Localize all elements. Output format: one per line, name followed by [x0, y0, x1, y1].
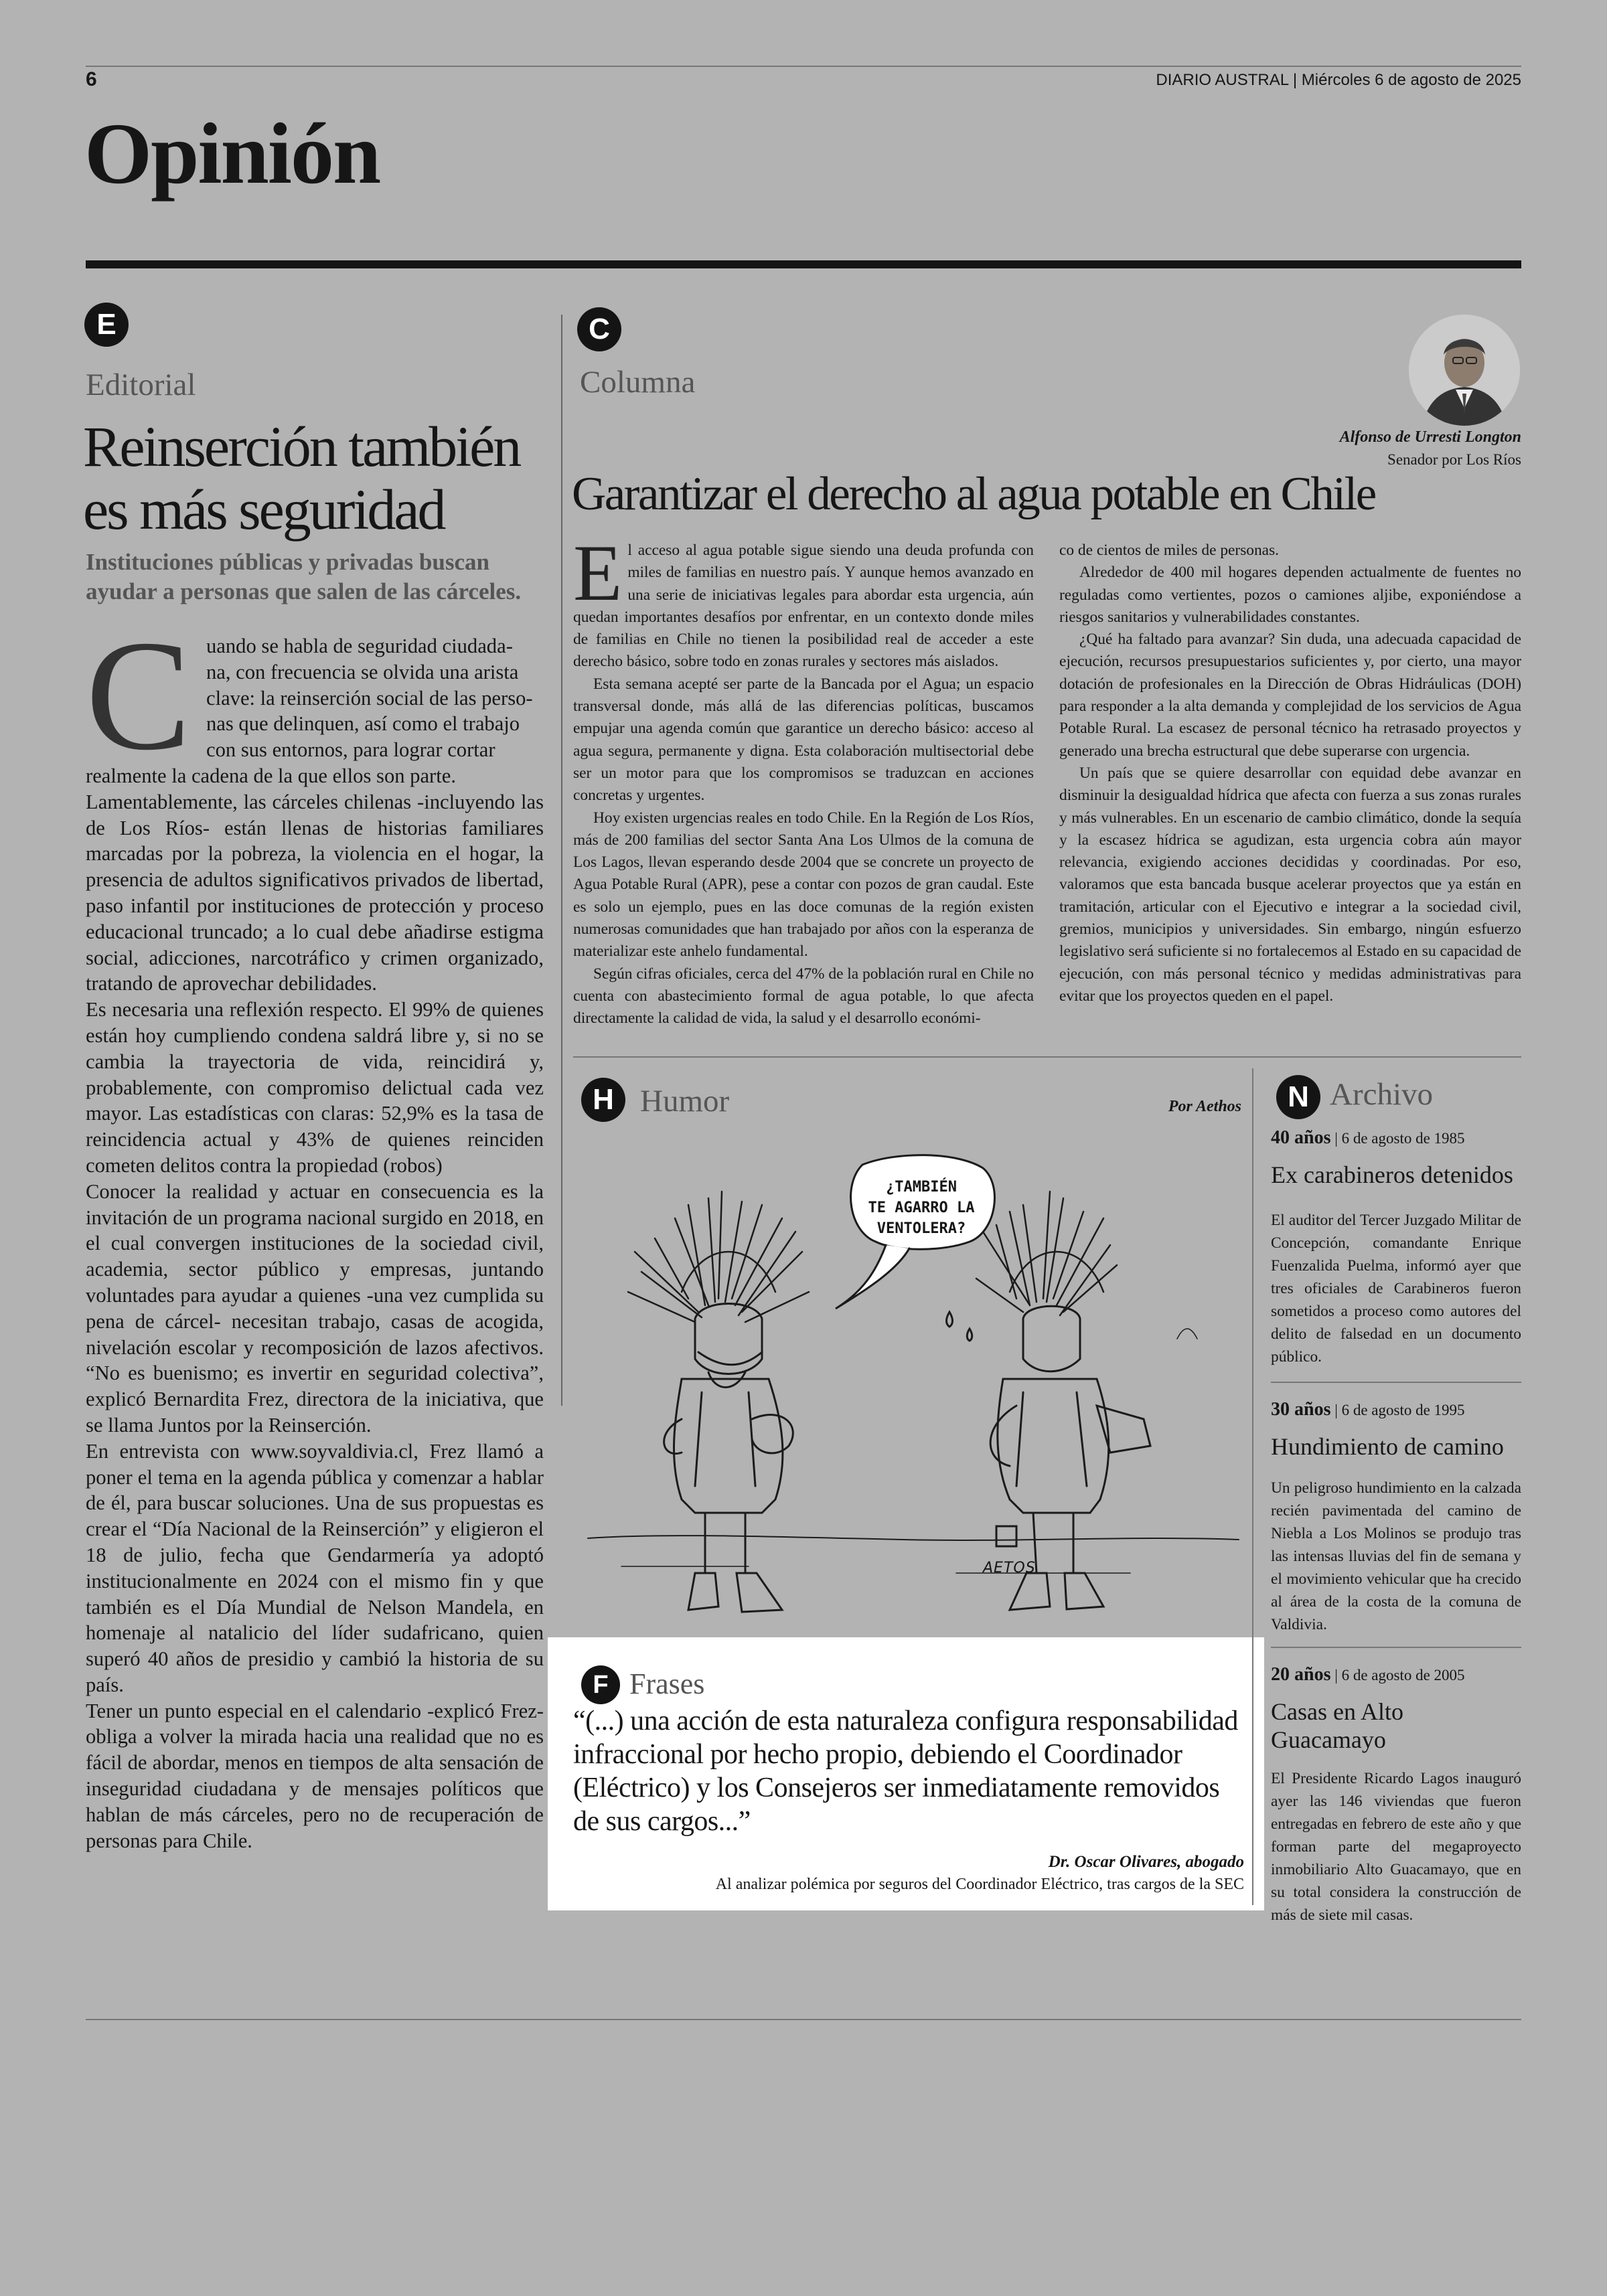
archivo-divider [1252, 1068, 1253, 1905]
frases-quote: “(...) una acción de esta naturaleza configura responsabilidad infraccional por hecho propio, debiendo el Coordinador (Eléctrico) y los Consejeros ser inmediatamente removidos de sus cargos...” [573, 1706, 1238, 1837]
section-title: Opinión [84, 106, 380, 202]
editorial-dropcap: C [86, 608, 192, 783]
editorial-paragraph: Lamentablemente, las cárceles chilenas -incluyendo las de Los Ríos- están llenas de historias familiares marcadas por la pobreza, la violencia en el hogar, la presencia de adultos significativos privados de libertad, paso infantil por instituciones de protección y proceso educacional truncado; a lo cual debe añadirse estigma social, adicciones, narcotráfico y crimen organizado, tratando de aprovechar debilidades. [86, 790, 544, 995]
editorial-paragraph: En entrevista con www.soyvaldivia.cl, Frez llamó a poner el tema en la agenda pública y comenzar a hablar de él, para buscar soluciones. Una de sus propuestas es crear el “Día Nacional de la Reinserción” y eligieron el 18 de julio, fecha que Gendarmería ya adoptó institucionalmente en 2024 con el mismo fin y que también es el Día Mundial de Nelson Mandela, en homenaje al natalicio del líder sudafricano, quien superó 40 años de presidio y cambió la historia de su país. [86, 1439, 544, 1696]
editorial-lead-line: nas que delinquen, así como el trabajo [206, 712, 520, 736]
page-number: 6 [86, 68, 97, 90]
editorial-badge: E [84, 303, 129, 347]
column-label: Columna [580, 365, 696, 400]
archivo-separator: | [1330, 1402, 1342, 1418]
frases-context: Al analizar polémica por seguros del Coordinador Eléctrico, tras cargos de la SEC [715, 1876, 1244, 1893]
archivo-date: 6 de agosto de 1995 [1341, 1402, 1465, 1418]
column-lead [573, 528, 1034, 673]
cartoon-illustration [581, 1138, 1241, 1637]
archivo-separator: | [1330, 1667, 1342, 1684]
archivo-title: Ex carabineros detenidos [1271, 1161, 1513, 1188]
column-paragraph: Un país que se quiere desarrollar con equidad debe avanzar en disminuir la desigualdad hídrica que afecta con fuerza a sus zonas rurales y más vulnerables. En un escenario de cambio climático, donde la sequía y la escasez hídrica se agudizan, esta urgencia cobra aún mayor relevancia, exigiendo acciones decididas y coordinadas. Por eso, valoramos que esta bancada busque acelerar proyectos que ya están en tramitación, articular con el Ejecutivo e integrar a la sociedad civil, gremios, municipios y universidades. Sin embargo, ningún esfuerzo legislativo será suficiente si no fortalecemos al Estado en su capacidad de ejecución, con más personal técnico y medidas administrativas para evitar que los proyectos queden en el papel. [1059, 764, 1521, 1005]
archivo-item-date-line [1271, 1399, 1521, 1420]
column-divider [561, 315, 562, 1406]
author-portrait-icon [1409, 315, 1520, 426]
masthead-separator: | [1292, 71, 1302, 89]
cartoonist-signature: AETOS [983, 1560, 1036, 1576]
column-bottom-rule [573, 1056, 1521, 1058]
column-author: Alfonso de Urresti Longton [1339, 428, 1521, 446]
frases-box [548, 1637, 1264, 1910]
column-paragraph: l acceso al agua potable sigue siendo una deuda profunda con miles de familias en nuestro país. Y aunque hemos avanzado en una serie de iniciativas legales para abordar esta urgencia, aún quedan importantes desafíos por enfrentar, en un contexto donde miles de familias en Chile no tienen la posibilidad real de acceder a este derecho básico, sobre todo en zonas rurales y sectores más aislados. [573, 542, 1034, 671]
archivo-text: Un peligroso hundimiento en la calzada recién pavimentada del camino de Niebla a Los Molinos se produjo tras las intensas lluvias del fin de semana y el movimiento vehicular que ha crecido al área de la costa de la comuna de Valdivia. [1271, 1479, 1521, 1633]
speech-line: TE AGARRO LA [868, 1200, 975, 1216]
archivo-item [1271, 1127, 1521, 1368]
column-text-right [1059, 540, 1521, 1007]
humor-badge: H [581, 1078, 625, 1122]
frases-label: Frases [629, 1667, 705, 1700]
archivo-text: El auditor del Tercer Juzgado Militar de Concepción, comandante Enrique Fuenzalida Puelma, informó ayer que tres oficiales de Carabineros fueron sometidos a proceso como autores del delito de falsedad en un documento público. [1271, 1212, 1521, 1366]
editorial-headline [83, 415, 565, 541]
editorial-lead-line: uando se habla de seguridad ciudada- [206, 635, 513, 657]
editorial-lead-line: clave: la reinserción social de las perso- [206, 686, 533, 710]
column-paragraph: Hoy existen urgencias reales en todo Chile. En la Región de Los Ríos, más de 200 familias del sector Santa Ana Los Ulmos de la comuna de Los Lagos, llevan esperando desde 2004 que se concrete un proyecto de Agua Potable Rural (APR), pese a contar con pozos de gran caudal. Este es solo un ejemplo, pues en las doce comunas de la región existen numerosas comunidades que han trabajado por años con la esperanza de materializar este anhelo fundamental. [573, 809, 1034, 961]
editorial-headline-line-1: Reinserción también [83, 414, 520, 479]
archivo-item [1271, 1399, 1521, 1636]
archivo-years: 20 años [1271, 1664, 1331, 1685]
speech-bubble-text [848, 1177, 995, 1239]
column-dropcap: E [573, 528, 623, 617]
speech-line: ¿TAMBIÉN [886, 1179, 957, 1196]
archivo-separator: | [1330, 1130, 1342, 1147]
archivo-date: 6 de agosto de 1985 [1341, 1130, 1465, 1147]
archivo-badge: N [1276, 1075, 1320, 1119]
archivo-item [1271, 1664, 1521, 1926]
archivo-years: 40 años [1271, 1127, 1331, 1148]
column-paragraph: co de cientos de miles de personas. [1059, 542, 1280, 559]
archivo-title: Hundimiento de camino [1271, 1433, 1504, 1460]
column-badge: C [577, 307, 621, 351]
column-text-left [573, 528, 1034, 1030]
editorial-lead-lines [206, 633, 544, 763]
editorial-paragraph: realmente la cadena de la que ellos son parte. [86, 764, 456, 787]
editorial-label: Editorial [86, 367, 196, 402]
archivo-title: Casas en Alto Guacamayo [1271, 1698, 1403, 1753]
column-author-role: Senador por Los Ríos [1387, 451, 1521, 468]
archivo-item-date-line [1271, 1664, 1521, 1686]
editorial-lead-line: con sus entornos, para lograr cortar [206, 738, 495, 762]
archivo-years: 30 años [1271, 1399, 1331, 1420]
column-headline: Garantizar el derecho al agua potable en Chile [572, 468, 1375, 520]
humor-label: Humor [640, 1084, 730, 1119]
section-heavy-rule [86, 260, 1521, 268]
issue-date: Miércoles 6 de agosto de 2025 [1301, 71, 1521, 89]
editorial-paragraph: Conocer la realidad y actuar en consecuencia es la invitación de un programa nacional surgido en 2018, en el cual convergen instituciones de la sociedad civil, academia, sector público y empresas, juntando voluntades para ayudar a quienes -una vez cumplida su pena de cárcel- necesitan trabajo, casas de acogida, nivelación escolar y recomposición de lazos afectivos. “No es buenismo; es invertir en seguridad colectiva”, explicó Bernardita Frez, directora de la iniciativa, que se llama Juntos por la Reinserción. [86, 1179, 544, 1437]
column-paragraph: ¿Qué ha faltado para avanzar? Sin duda, una adecuada capacidad de ejecución, recursos presupuestarios suficientes y, por cierto, una mayor dotación de profesionales en la Dirección de Obras Hidráulicas (DOH) para responder a la alta demanda y complejidad de los servicios de Agua Potable Rural. La escasez de personal técnico ha retrasado proyectos y generado una brecha estructural que debe superarse con urgencia. [1059, 631, 1521, 760]
editorial-lead-line: na, con frecuencia se olvida una arista [206, 660, 519, 683]
humor-byline: Por Aethos [1168, 1098, 1241, 1115]
column-paragraph: Alrededor de 400 mil hogares dependen actualmente de fuentes no reguladas como vertientes, pozos o camiones aljibe, exponiéndose a riesgos sanitarios y vulnerabilidades constantes. [1059, 564, 1521, 626]
footer-rule [86, 2019, 1521, 2020]
column-paragraph: Según cifras oficiales, cerca del 47% de la población rural en Chile no cuenta con abastecimiento formal de agua potable, lo que afecta directamente la calidad de vida, la salud y el desarrollo económi- [573, 965, 1034, 1028]
editorial-body [86, 608, 544, 1854]
archivo-label: Archivo [1330, 1077, 1434, 1112]
archivo-text: El Presidente Ricardo Lagos inauguró ayer las 146 viviendas que fueron entregadas en febrero de este año y que forman parte del megaproyecto inmobiliario Alto Guacamayo, que en su total considera la construcción de más de siete mil casas. [1271, 1770, 1521, 1924]
archivo-rule [1271, 1382, 1521, 1383]
header-top-rule [86, 66, 1521, 67]
editorial-subtitle: Instituciones públicas y privadas buscan ayudar a personas que salen de las cárceles. [86, 549, 522, 604]
archivo-item-date-line [1271, 1127, 1521, 1149]
author-photo [1409, 315, 1520, 426]
editorial-paragraph: Tener un punto especial en el calendario -explicó Frez- obliga a volver la mirada hacia una realidad que no es fácil de abordar, menos en tiempos de alta sensación de inseguridad ciudadana y de mensajes políticos que hablan de más cárceles, pero no de recuperación de personas para Chile. [86, 1699, 544, 1852]
editorial-headline-line-2: es más seguridad [83, 477, 445, 542]
archivo-date: 6 de agosto de 2005 [1341, 1667, 1465, 1684]
newspaper-name: DIARIO AUSTRAL [1156, 71, 1289, 89]
editorial-paragraph: Es necesaria una reflexión respecto. El 99% de quienes están hoy cumpliendo condena saldrá libre y, si no se cambia la trayectoria de vida, reincidirá y, probablemente, con compromiso delictual cada vez mayor. Las estadísticas con claras: 52,9% es la tasa de reincidencia actual y 43% de quienes reinciden cometen delitos contra la propiedad (robos) [86, 998, 544, 1177]
archivo-rule [1271, 1647, 1521, 1648]
frases-author: Dr. Oscar Olivares, abogado [1048, 1853, 1244, 1871]
frases-badge: F [581, 1665, 620, 1704]
speech-line: VENTOLERA? [876, 1220, 966, 1237]
column-paragraph: Esta semana acepté ser parte de la Bancada por el Agua; un espacio transversal donde, más allá de las diferencias políticas, buscamos empujar una agenda común que garantice un derecho básico: acceso al agua segura, permanente y digna. Esta colaboración multisectorial debe ser un motor para que los compromisos se traduzcan en acciones concretas y urgentes. [573, 675, 1034, 805]
masthead-info [1156, 71, 1521, 90]
